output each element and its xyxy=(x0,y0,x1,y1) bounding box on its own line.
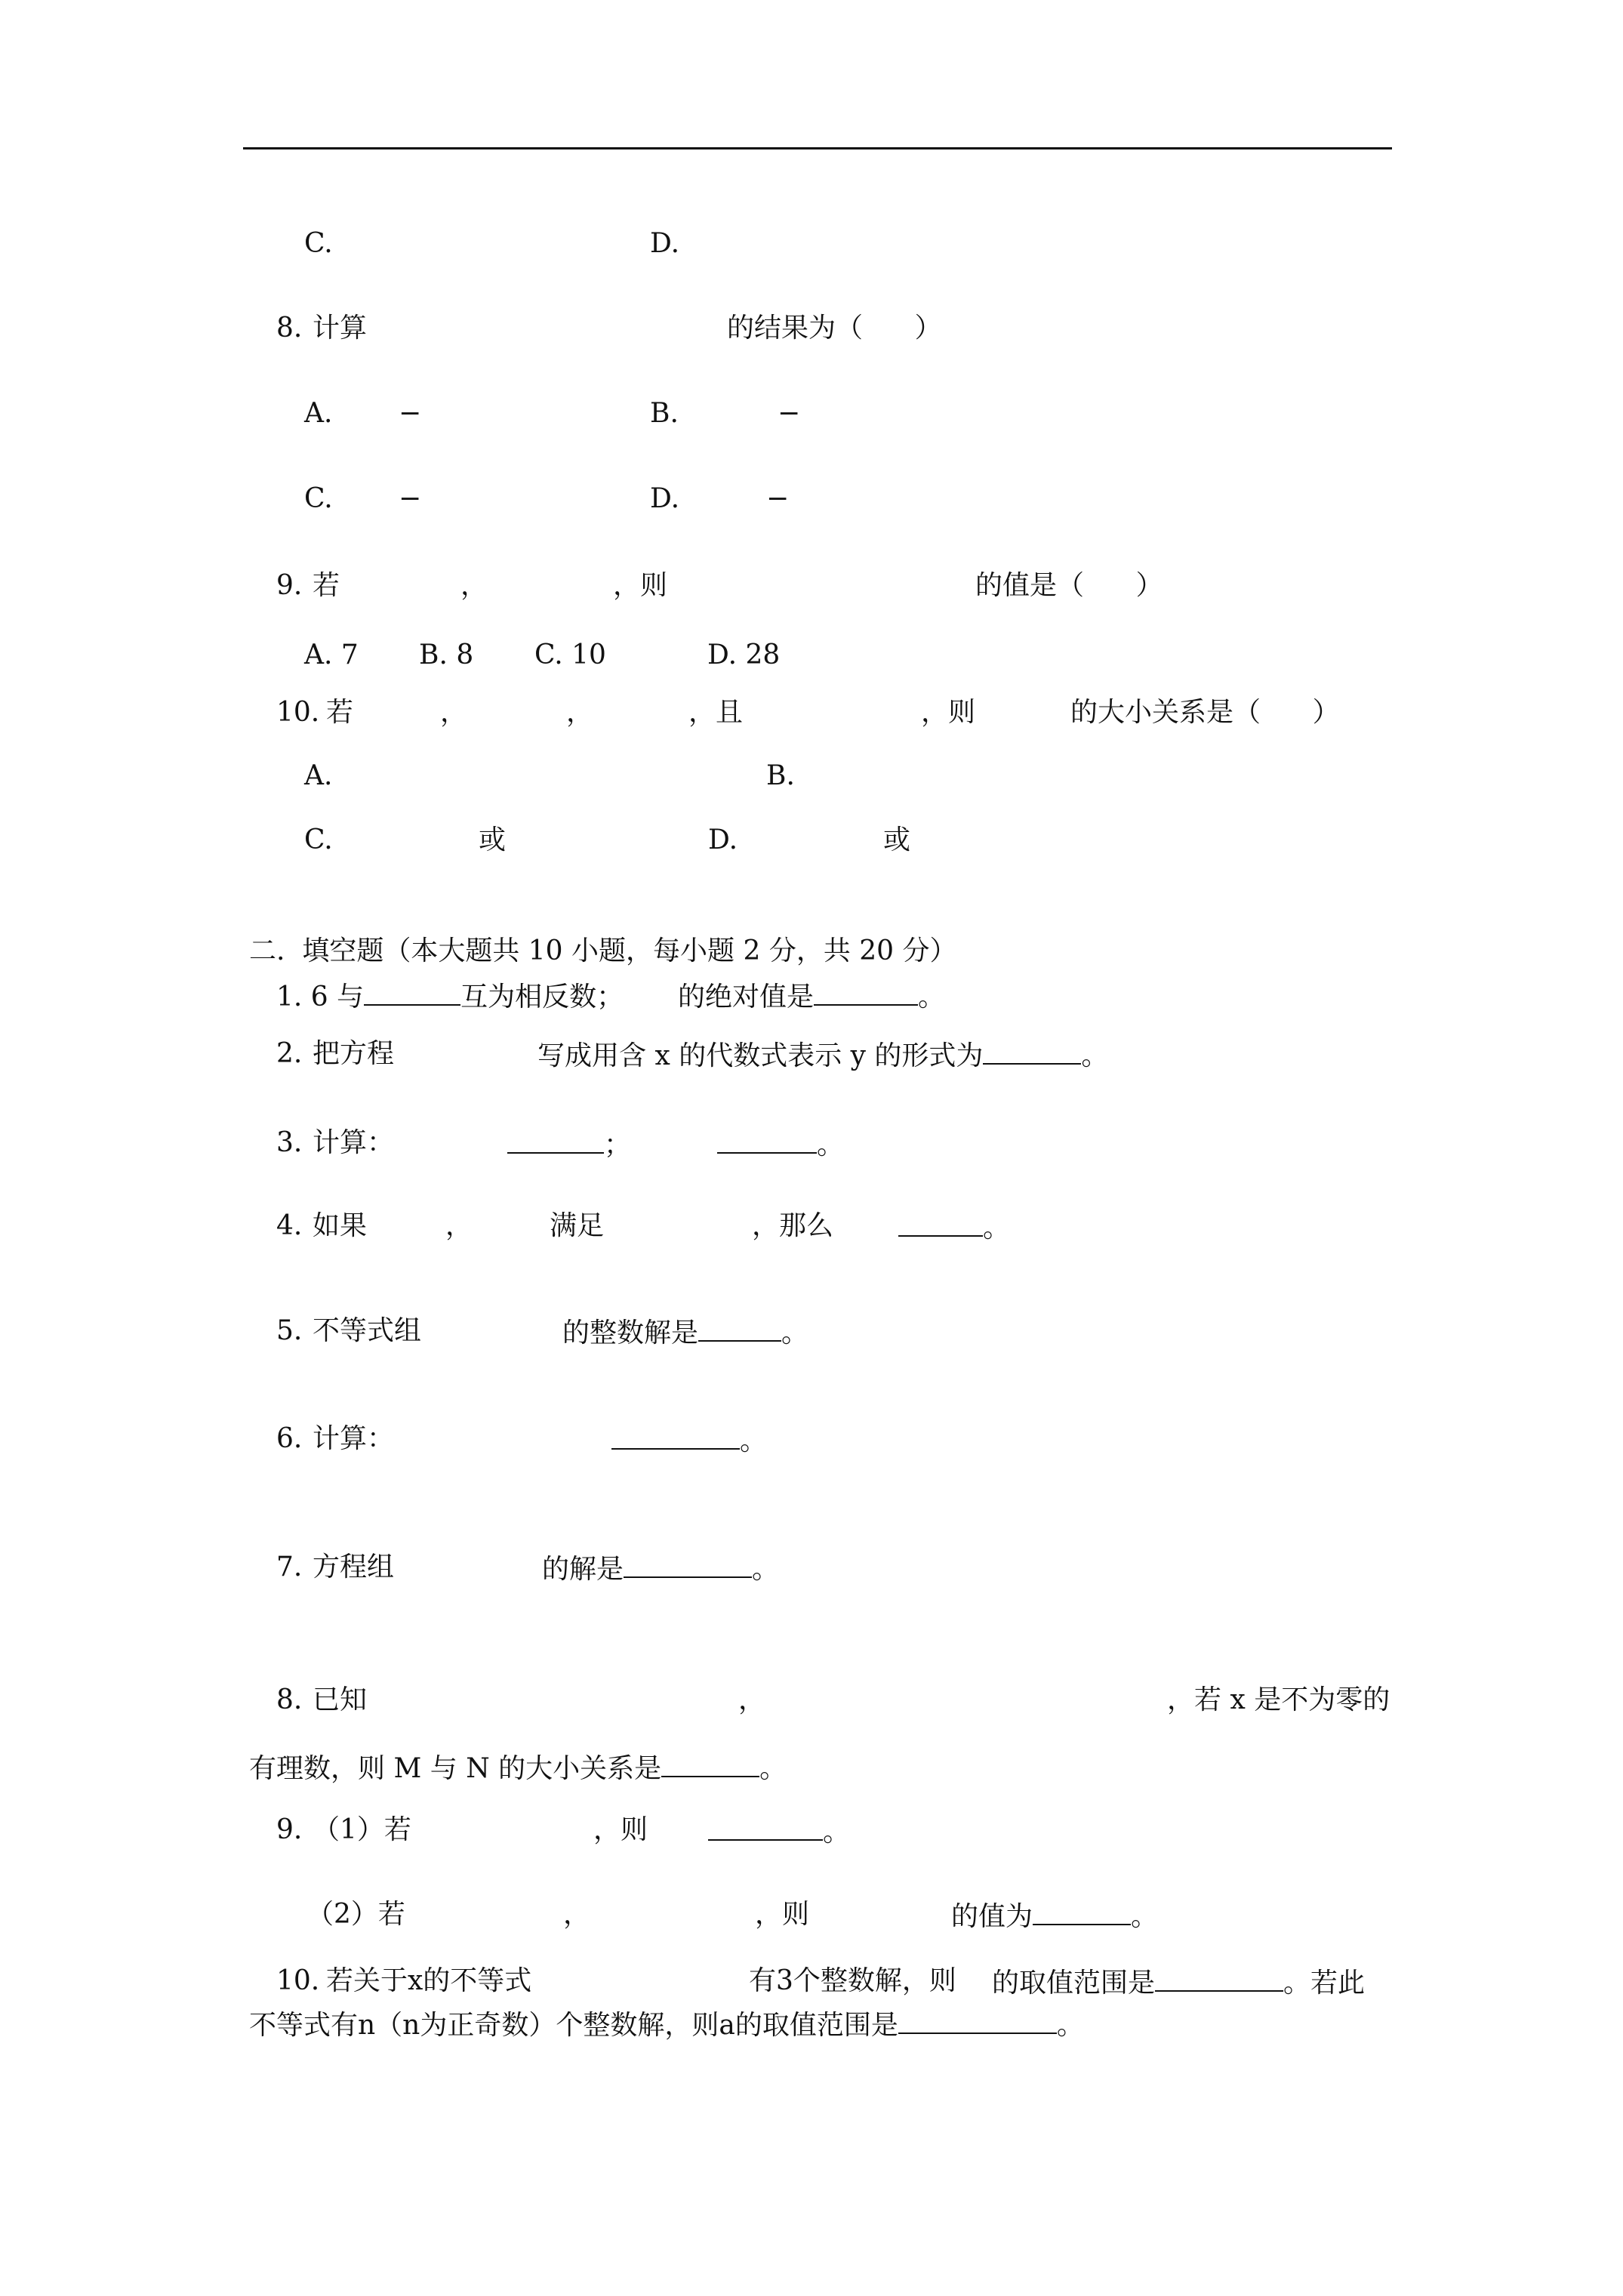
fill9-number: 9. xyxy=(276,1814,303,1845)
header-rule xyxy=(243,147,1392,149)
fill3-number: 3. xyxy=(276,1127,303,1158)
q10-option-c-or: 或 xyxy=(479,824,507,855)
fill6-pre: 计算： xyxy=(313,1423,395,1454)
fill9-part2-text: 的值为 。 xyxy=(951,1901,1159,1932)
fill8-pre: 已知 xyxy=(313,1684,368,1715)
q10-comma-2: ， xyxy=(566,697,594,728)
q8-option-c: C. xyxy=(304,483,333,514)
fill9-part2-then: ，则 xyxy=(755,1899,810,1930)
q8-option-a-sign: − xyxy=(399,398,422,429)
fill7-pre: 方程组 xyxy=(313,1552,395,1583)
q8-option-b: B. xyxy=(650,398,679,429)
q9-option-d: D. 28 xyxy=(707,639,781,670)
fill10-range: 的取值范围是 。若此 xyxy=(992,1968,1366,1999)
q10-and: ，且 xyxy=(688,697,744,728)
q8-option-c-sign: − xyxy=(399,483,422,514)
q10-option-d-or: 或 xyxy=(883,824,911,855)
q9-option-a: A. 7 xyxy=(304,639,359,670)
fill1-text: 1. 6 与 互为相反数； xyxy=(276,982,624,1012)
q8-stem-post: 的结果为（ ） xyxy=(727,313,942,344)
fill9-part1-pre: （1）若 xyxy=(313,1814,411,1845)
q8-option-a: A. xyxy=(304,398,333,429)
q10-option-a: A. xyxy=(304,760,333,791)
q10-option-d: D. xyxy=(708,824,738,855)
fill3-blank-2: 。 xyxy=(717,1130,844,1159)
q8-option-d: D. xyxy=(650,483,680,514)
fill4-then: ，那么 xyxy=(752,1210,834,1241)
q7-option-c: C. xyxy=(304,228,333,259)
q10-number: 10. xyxy=(276,697,320,728)
fill10-line2: 不等式有n（n为正奇数）个整数解，则a的取值范围是 。 xyxy=(249,2010,1084,2041)
q10-then: ，则 xyxy=(921,697,976,728)
fill9-part1-then: ，则 xyxy=(593,1814,648,1845)
fill10-pre: 若关于x的不等式 xyxy=(326,1965,532,1996)
fill3-pre: 计算： xyxy=(313,1127,395,1158)
q9-number: 9. xyxy=(276,570,303,601)
fill9-part2-comma: ， xyxy=(563,1899,591,1930)
q10-option-c: C. xyxy=(304,824,333,855)
fill8-comma: ， xyxy=(738,1684,766,1715)
fill4-satisfy: 满足 xyxy=(550,1210,605,1241)
fill3-blank-1: ； xyxy=(507,1130,631,1159)
fill6-blank: 。 xyxy=(611,1425,767,1455)
q9-then: ，则 xyxy=(613,570,668,601)
q10-option-b: B. xyxy=(766,760,795,791)
q9-option-b: B. 8 xyxy=(419,639,474,670)
q10-stem-pre: 若 xyxy=(326,697,354,728)
fill2-number: 2. xyxy=(276,1038,303,1069)
q10-comma-1: ， xyxy=(440,697,468,728)
fill7-text: 的解是 。 xyxy=(542,1554,780,1585)
fill2-text: 写成用含 x 的代数式表示 y 的形式为 。 xyxy=(537,1040,1109,1071)
fill4-number: 4. xyxy=(276,1210,303,1241)
fill4-blank: 。 xyxy=(898,1213,1010,1242)
fill5-pre: 不等式组 xyxy=(313,1315,422,1346)
fill7-number: 7. xyxy=(276,1552,303,1583)
q10-stem-post: 的大小关系是（ ） xyxy=(1070,697,1340,728)
q9-stem-pre: 若 xyxy=(313,570,340,601)
q9-option-c: C. 10 xyxy=(534,639,606,670)
fill4-pre: 如果 xyxy=(313,1210,368,1241)
q9-comma: ， xyxy=(460,570,488,601)
fill4-comma: ， xyxy=(445,1210,473,1241)
fill8-number: 8. xyxy=(276,1684,303,1715)
fill8-line2: 有理数，则 M 与 N 的大小关系是 。 xyxy=(249,1753,787,1784)
fill5-text: 的整数解是 。 xyxy=(562,1318,809,1348)
fill5-number: 5. xyxy=(276,1315,303,1346)
fill8-condition: ，若 x 是不为零的 xyxy=(1167,1684,1390,1715)
fill6-number: 6. xyxy=(276,1423,303,1454)
q8-number: 8. xyxy=(276,313,303,344)
fill2-pre: 把方程 xyxy=(313,1038,395,1069)
q7-option-d: D. xyxy=(650,228,680,259)
fill10-number: 10. xyxy=(276,1965,320,1996)
fill10-int-solutions: 有3个整数解，则 xyxy=(749,1965,956,1996)
fill1-text-b: 的绝对值是 。 xyxy=(678,982,946,1012)
q8-option-b-sign: − xyxy=(778,398,801,429)
fill9-part2-pre: （2）若 xyxy=(306,1899,405,1930)
q9-stem-post: 的值是（ ） xyxy=(975,570,1163,601)
q8-option-d-sign: − xyxy=(766,483,790,514)
q8-stem-pre: 计算 xyxy=(313,313,368,344)
section2-title: 二. 填空题（本大题共 10 小题，每小题 2 分，共 20 分） xyxy=(249,935,957,966)
fill9-part1-blank: 。 xyxy=(708,1817,850,1846)
